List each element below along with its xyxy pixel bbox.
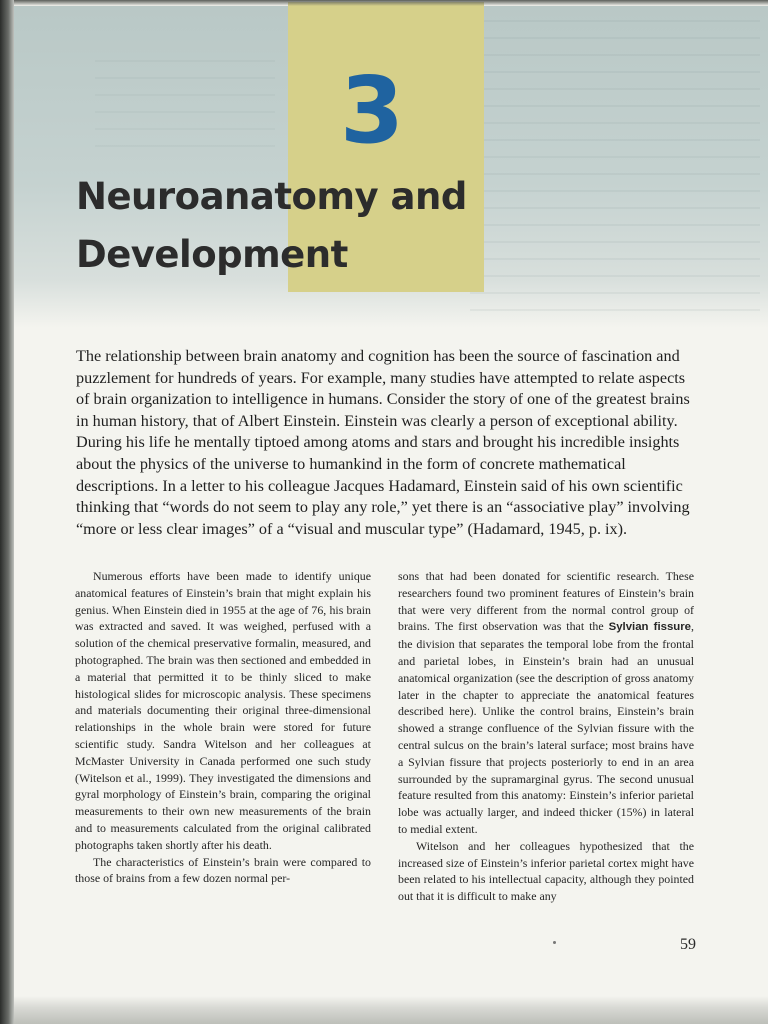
left-paragraph-1: Numerous efforts have been made to identify unique anatomical features of Einstein’s brain that might explain his genius. When Einstein died in 1955 at the age of 76, his brain was extracted and saved. It was weighed, perfused with a solution of the chemical preservative formalin, measured, and photographed. The brain was then sectioned and embedded in a material that permitted it to be thinly sliced to make histological slides for microscopic analysis. These specimens and materials documenting their original three-dimensional relationships in the whole brain were stored for future scientific study. Sandra Witelson and her colleagues at McMaster University in Canada performed one such study (Witelson et al., 1999). They investigated the dimensions and gyral morphology of Einstein’s brain, comparing the original measurements to their own new measurements of the brain and to measurements calculated from the original calibrated photographs taken shortly after his death. (75, 569, 371, 852)
left-column (75, 568, 371, 887)
chapter-title-line-1: Neuroanatomy and (76, 175, 467, 218)
chapter-number: 3 (339, 57, 404, 164)
right-paragraph-1-start: sons that had been donated for scientific research. These researchers found two prominent features of Einstein’s brain that were very different from the normal control group of brains. The first observation was that the (398, 569, 694, 634)
right-paragraph-1 (398, 568, 694, 838)
right-paragraph-1-end: , the division that separates the temporal lobe from the frontal and parietal lobes, in Einstein’s brain had an unusual anatomical organization (see the description of gross anatomy later in the chapter to appreciate the anatomical features described here). Unlike the control brains, Einstein’s brain showed a strange confluence of the Sylvian fissure with the central sulcus on the brain’s lateral surface; most brains have a Sylvian fissure that projects posteriorly to end in an area surrounded by the supramarginal gyrus. The second unusual feature resulted from this anatomy: Einstein’s inferior parietal lobe was actually larger, and indeed thicker (15%) in lateral to medial extent. (398, 619, 694, 836)
scan-top-edge (0, 0, 768, 6)
chapter-title (76, 168, 496, 284)
scan-left-edge (0, 0, 14, 1024)
show-through-text (470, 20, 760, 320)
scan-bottom-edge (0, 996, 768, 1024)
key-term-sylvian-fissure: Sylvian fissure (608, 621, 692, 634)
intro-paragraph: The relationship between brain anatomy and cognition has been the source of fascination and puzzlement for hundreds of years. For example, many studies have attempted to relate aspects of brain organization to intelligence in humans. Consider the story of one of the greatest brains in human history, that of Albert Einstein. Einstein was clearly a person of exceptional ability. During his life he mentally tiptoed among atoms and stars and brought his incredible insights about the physics of the universe to humankind in the form of concrete mathematical descriptions. In a letter to his colleague Jacques Hadamard, Einstein said of his own scientific thinking that “words do not seem to play any role,” yet there is an “associative play” involving “more or less clear images” of a “visual and muscular type” (Hadamard, 1945, p. ix). (76, 347, 690, 538)
chapter-title-line-2: Development (76, 233, 348, 276)
scan-speck (553, 941, 556, 944)
right-column (398, 568, 694, 905)
page-number: 59 (680, 936, 696, 953)
left-paragraph-2: The characteristics of Einstein’s brain were compared to those of brains from a few dozen normal per- (75, 854, 371, 886)
right-paragraph-2: Witelson and her colleagues hypothesized that the increased size of Einstein’s inferior parietal cortex might have been related to his intellectual capacity, although they pointed out that it is difficult to make any (398, 838, 694, 904)
show-through-text-left (95, 60, 275, 160)
